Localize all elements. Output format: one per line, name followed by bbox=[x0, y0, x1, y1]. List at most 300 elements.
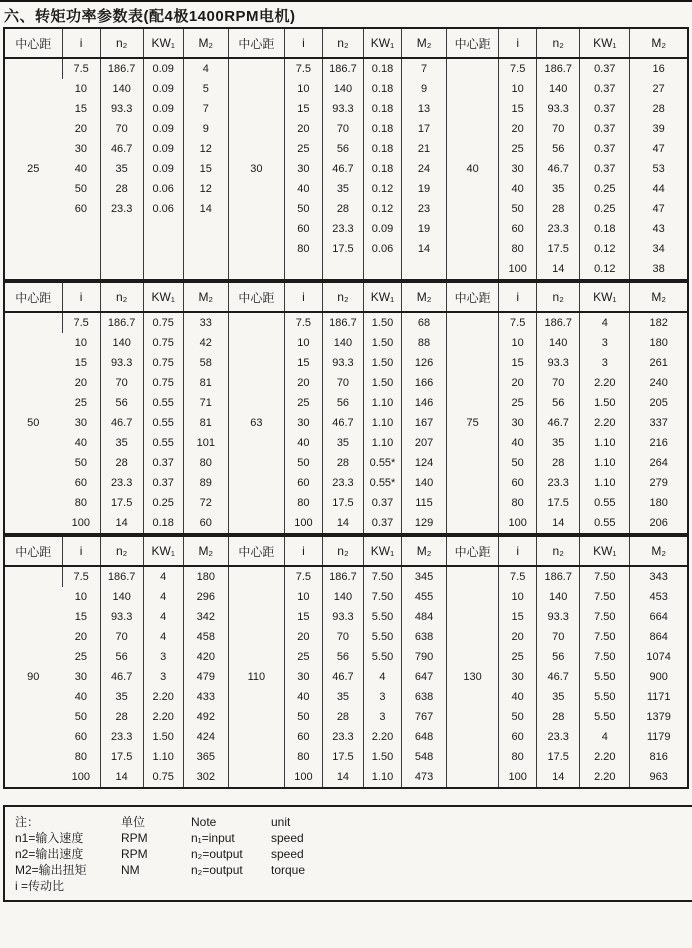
table-cell: 50 bbox=[499, 707, 537, 727]
table-cell: 100 bbox=[499, 767, 537, 788]
table-row bbox=[4, 627, 688, 647]
table-cell: 20 bbox=[284, 119, 322, 139]
table-cell: 140 bbox=[537, 79, 580, 99]
table-cell: 180 bbox=[630, 333, 688, 353]
table-cell: 648 bbox=[402, 727, 447, 747]
table-cell: 17.5 bbox=[100, 493, 143, 513]
table-cell: 167 bbox=[402, 413, 447, 433]
table-cell: 15 bbox=[74, 103, 87, 115]
table-cell: 17.5 bbox=[322, 493, 363, 513]
note-cell bbox=[271, 878, 692, 894]
table-cell: 0.12 bbox=[580, 239, 630, 259]
column-header-n2: n₂ bbox=[100, 28, 143, 58]
table-cell: 46.7 bbox=[100, 667, 143, 687]
table-cell: 35 bbox=[100, 433, 143, 453]
table-cell: 10 bbox=[284, 587, 322, 607]
table-cell: 93.3 bbox=[537, 99, 580, 119]
table-cell: 0.09 bbox=[143, 119, 183, 139]
table-cell: 50 bbox=[499, 453, 537, 473]
table-cell: 900 bbox=[630, 667, 688, 687]
parameter-table-block-2 bbox=[3, 281, 689, 535]
table-cell: 453 bbox=[630, 587, 688, 607]
table-row bbox=[4, 333, 688, 353]
table-row bbox=[4, 667, 688, 687]
table-cell: 1.50 bbox=[580, 393, 630, 413]
table-cell: 0.18 bbox=[363, 99, 401, 119]
table-cell: 0.37 bbox=[580, 159, 630, 179]
table-cell: 484 bbox=[402, 607, 447, 627]
table-cell: 5 bbox=[183, 79, 228, 99]
table-cell: 4 bbox=[580, 727, 630, 747]
column-header-i: i bbox=[499, 536, 537, 566]
table-cell: 10 bbox=[74, 591, 87, 603]
table-cell: 1.10 bbox=[363, 413, 401, 433]
column-header-center: 中心距 bbox=[4, 536, 62, 566]
table-cell: 14 bbox=[537, 767, 580, 788]
table-cell: 40 bbox=[499, 433, 537, 453]
table-cell: 180 bbox=[183, 566, 228, 587]
table-cell: 4 bbox=[143, 587, 183, 607]
table-cell: 20 bbox=[284, 627, 322, 647]
table-cell: 17.5 bbox=[322, 239, 363, 259]
table-cell: 20 bbox=[499, 119, 537, 139]
table-cell: 140 bbox=[537, 333, 580, 353]
table-cell: 15 bbox=[74, 357, 87, 369]
table-cell: 16 bbox=[630, 58, 688, 79]
table-cell bbox=[363, 259, 401, 280]
table-row bbox=[4, 433, 688, 453]
table-cell: 28 bbox=[537, 707, 580, 727]
column-header-n2: n₂ bbox=[537, 28, 580, 58]
table-cell: 14 bbox=[537, 513, 580, 534]
table-cell: 35 bbox=[100, 159, 143, 179]
table-cell: 35 bbox=[322, 179, 363, 199]
note-cell: 单位 bbox=[121, 815, 146, 829]
table-cell: 0.37 bbox=[143, 453, 183, 473]
table-cell: 790 bbox=[402, 647, 447, 667]
table-cell: 205 bbox=[630, 393, 688, 413]
note-cell: torque bbox=[271, 863, 306, 877]
table-cell: 7.5 bbox=[499, 58, 537, 79]
table-cell: 1.50 bbox=[363, 747, 401, 767]
table-cell bbox=[183, 259, 228, 280]
table-cell: 28 bbox=[630, 99, 688, 119]
center-distance-value: 75 bbox=[447, 312, 499, 534]
table-cell: 56 bbox=[322, 139, 363, 159]
table-cell: 70 bbox=[537, 119, 580, 139]
table-cell: 30 bbox=[284, 159, 322, 179]
table-cell: 93.3 bbox=[322, 353, 363, 373]
table-cell: 5.50 bbox=[363, 647, 401, 667]
column-header-center: 中心距 bbox=[228, 282, 284, 312]
table-cell: 89 bbox=[183, 473, 228, 493]
table-row bbox=[4, 587, 688, 607]
table-cell: 81 bbox=[183, 413, 228, 433]
table-cell: 15 bbox=[183, 159, 228, 179]
table-cell: 1.50 bbox=[363, 312, 401, 333]
table-row bbox=[4, 353, 688, 373]
table-cell: 100 bbox=[499, 513, 537, 534]
table-cell: 46.7 bbox=[537, 413, 580, 433]
table-cell bbox=[62, 239, 100, 259]
table-cell: 5.50 bbox=[580, 687, 630, 707]
table-cell: 7.5 bbox=[284, 566, 322, 587]
table-cell: 35 bbox=[537, 179, 580, 199]
table-row bbox=[4, 393, 688, 413]
table-cell: 20 bbox=[74, 123, 87, 135]
table-cell: 25 bbox=[74, 651, 87, 663]
table-cell: 100 bbox=[71, 771, 91, 783]
table-cell: 140 bbox=[322, 587, 363, 607]
note-cell: RPM bbox=[121, 847, 148, 861]
note-cell: n₂=output bbox=[191, 863, 243, 877]
table-row bbox=[4, 99, 688, 119]
table-cell: 864 bbox=[630, 627, 688, 647]
table-cell bbox=[183, 219, 228, 239]
table-cell: 56 bbox=[100, 393, 143, 413]
table-cell: 240 bbox=[630, 373, 688, 393]
table-row bbox=[4, 727, 688, 747]
table-cell: 19 bbox=[402, 219, 447, 239]
column-header-m2: M₂ bbox=[630, 28, 688, 58]
table-cell: 0.55* bbox=[363, 453, 401, 473]
table-cell: 60 bbox=[284, 727, 322, 747]
table-cell: 0.06 bbox=[143, 179, 183, 199]
table-row bbox=[4, 139, 688, 159]
table-cell: 56 bbox=[537, 393, 580, 413]
table-cell bbox=[143, 259, 183, 280]
note-cell: speed bbox=[271, 847, 304, 861]
table-cell bbox=[62, 219, 100, 239]
table-cell: 186.7 bbox=[100, 58, 143, 79]
table-cell bbox=[183, 239, 228, 259]
table-cell: 50 bbox=[74, 457, 87, 469]
table-cell: 0.06 bbox=[363, 239, 401, 259]
table-cell: 1.50 bbox=[363, 373, 401, 393]
table-cell: 10 bbox=[74, 83, 87, 95]
table-cell: 0.37 bbox=[580, 58, 630, 79]
notes-box bbox=[3, 805, 692, 902]
table-cell: 433 bbox=[183, 687, 228, 707]
table-row bbox=[4, 219, 688, 239]
table-cell: 5.50 bbox=[363, 607, 401, 627]
table-row bbox=[4, 179, 688, 199]
table-cell: 207 bbox=[402, 433, 447, 453]
table-cell: 0.75 bbox=[143, 767, 183, 788]
table-cell: 14 bbox=[183, 199, 228, 219]
table-cell: 35 bbox=[100, 687, 143, 707]
table-cell: 186.7 bbox=[322, 312, 363, 333]
table-cell: 0.09 bbox=[143, 139, 183, 159]
table-cell: 38 bbox=[630, 259, 688, 280]
table-cell: 124 bbox=[402, 453, 447, 473]
table-cell: 12 bbox=[183, 179, 228, 199]
table-cell: 24 bbox=[402, 159, 447, 179]
column-header-n2: n₂ bbox=[537, 282, 580, 312]
table-cell: 186.7 bbox=[537, 58, 580, 79]
table-cell: 28 bbox=[322, 453, 363, 473]
table-cell: 186.7 bbox=[100, 312, 143, 333]
table-cell: 23.3 bbox=[537, 219, 580, 239]
column-header-kw1: KW₁ bbox=[363, 536, 401, 566]
column-header-m2: M₂ bbox=[402, 28, 447, 58]
table-cell: 186.7 bbox=[100, 566, 143, 587]
table-cell: 2.20 bbox=[580, 373, 630, 393]
table-cell: 5.50 bbox=[580, 667, 630, 687]
column-header-center: 中心距 bbox=[447, 536, 499, 566]
table-cell: 25 bbox=[499, 393, 537, 413]
table-cell: 0.55 bbox=[143, 393, 183, 413]
table-cell: 14 bbox=[322, 513, 363, 534]
table-cell: 14 bbox=[322, 767, 363, 788]
table-cell: 15 bbox=[499, 353, 537, 373]
table-cell: 33 bbox=[183, 312, 228, 333]
table-cell: 0.09 bbox=[143, 58, 183, 79]
table-row bbox=[4, 259, 688, 280]
table-cell: 7.5 bbox=[62, 566, 100, 587]
table-cell: 140 bbox=[100, 333, 143, 353]
table-cell: 1.10 bbox=[580, 453, 630, 473]
table-cell: 420 bbox=[183, 647, 228, 667]
table-cell: 28 bbox=[322, 707, 363, 727]
table-cell: 12 bbox=[183, 139, 228, 159]
table-row bbox=[4, 493, 688, 513]
table-cell: 35 bbox=[537, 687, 580, 707]
table-cell: 264 bbox=[630, 453, 688, 473]
table-cell: 0.55 bbox=[580, 493, 630, 513]
table-cell: 186.7 bbox=[537, 566, 580, 587]
page-title: 六、转矩功率参数表(配4极1400RPM电机) bbox=[4, 8, 296, 25]
table-cell: 7.5 bbox=[499, 566, 537, 587]
table-cell: 10 bbox=[499, 587, 537, 607]
table-row bbox=[4, 513, 688, 534]
column-header-center: 中心距 bbox=[228, 28, 284, 58]
table-cell: 458 bbox=[183, 627, 228, 647]
table-cell: 80 bbox=[74, 751, 87, 763]
table-cell: 7 bbox=[183, 99, 228, 119]
table-cell: 7.5 bbox=[284, 58, 322, 79]
table-cell: 68 bbox=[402, 312, 447, 333]
table-cell: 25 bbox=[74, 397, 87, 409]
table-cell: 7.5 bbox=[284, 312, 322, 333]
table-cell: 548 bbox=[402, 747, 447, 767]
column-header-center: 中心距 bbox=[4, 282, 62, 312]
table-cell: 40 bbox=[499, 687, 537, 707]
table-cell: 129 bbox=[402, 513, 447, 534]
table-cell: 50 bbox=[499, 199, 537, 219]
column-header-kw1: KW₁ bbox=[580, 28, 630, 58]
table-cell: 10 bbox=[499, 79, 537, 99]
column-header-i: i bbox=[62, 28, 100, 58]
table-row bbox=[4, 312, 688, 333]
table-cell: 25 bbox=[284, 139, 322, 159]
table-cell: 664 bbox=[630, 607, 688, 627]
table-cell: 56 bbox=[322, 393, 363, 413]
note-cell: n1=输入速度 bbox=[15, 831, 84, 845]
table-cell: 7.50 bbox=[580, 627, 630, 647]
table-cell bbox=[62, 259, 100, 280]
table-cell: 70 bbox=[322, 627, 363, 647]
table-cell: 23.3 bbox=[322, 473, 363, 493]
note-cell: 注： bbox=[15, 815, 40, 829]
table-row bbox=[4, 707, 688, 727]
table-cell: 40 bbox=[284, 179, 322, 199]
table-cell: 342 bbox=[183, 607, 228, 627]
table-cell: 7.50 bbox=[580, 607, 630, 627]
table-cell: 0.18 bbox=[363, 159, 401, 179]
note-row bbox=[15, 814, 692, 830]
table-cell: 4 bbox=[183, 58, 228, 79]
table-cell: 0.12 bbox=[363, 179, 401, 199]
column-header-n2: n₂ bbox=[322, 282, 363, 312]
note-cell bbox=[191, 878, 271, 894]
table-cell: 7.50 bbox=[363, 587, 401, 607]
column-header-kw1: KW₁ bbox=[143, 28, 183, 58]
table-cell: 345 bbox=[402, 566, 447, 587]
table-cell: 80 bbox=[499, 493, 537, 513]
note-cell: Note bbox=[191, 815, 217, 829]
column-header-kw1: KW₁ bbox=[143, 282, 183, 312]
center-distance-value: 110 bbox=[228, 566, 284, 788]
table-cell: 23.3 bbox=[322, 727, 363, 747]
table-cell: 186.7 bbox=[322, 566, 363, 587]
table-cell: 0.18 bbox=[363, 58, 401, 79]
table-cell: 23 bbox=[402, 199, 447, 219]
table-cell: 46.7 bbox=[100, 413, 143, 433]
column-header-kw1: KW₁ bbox=[580, 536, 630, 566]
table-cell: 7.50 bbox=[580, 566, 630, 587]
table-cell: 15 bbox=[74, 611, 87, 623]
table-cell: 492 bbox=[183, 707, 228, 727]
column-header-n2: n₂ bbox=[100, 536, 143, 566]
header-row bbox=[4, 282, 688, 312]
table-cell: 4 bbox=[580, 312, 630, 333]
table-cell: 15 bbox=[284, 99, 322, 119]
table-cell: 7.50 bbox=[580, 647, 630, 667]
table-cell: 0.12 bbox=[580, 259, 630, 280]
table-cell: 115 bbox=[402, 493, 447, 513]
table-cell: 15 bbox=[499, 99, 537, 119]
table-cell: 0.37 bbox=[363, 513, 401, 534]
table-cell: 14 bbox=[537, 259, 580, 280]
table-cell: 20 bbox=[284, 373, 322, 393]
table-cell: 47 bbox=[630, 199, 688, 219]
table-row bbox=[4, 647, 688, 667]
table-cell: 80 bbox=[284, 239, 322, 259]
column-header-m2: M₂ bbox=[402, 536, 447, 566]
table-cell: 93.3 bbox=[537, 353, 580, 373]
table-cell: 23.3 bbox=[100, 727, 143, 747]
table-cell: 58 bbox=[183, 353, 228, 373]
table-cell: 28 bbox=[322, 199, 363, 219]
table-cell: 30 bbox=[499, 667, 537, 687]
table-cell: 100 bbox=[499, 259, 537, 280]
column-header-n2: n₂ bbox=[100, 282, 143, 312]
column-header-i: i bbox=[62, 536, 100, 566]
table-cell: 0.25 bbox=[580, 199, 630, 219]
table-cell: 0.18 bbox=[363, 119, 401, 139]
table-cell: 25 bbox=[499, 139, 537, 159]
table-cell: 40 bbox=[284, 433, 322, 453]
note-row bbox=[15, 862, 692, 878]
table-cell: 70 bbox=[322, 373, 363, 393]
table-cell: 3 bbox=[580, 353, 630, 373]
table-row bbox=[4, 767, 688, 788]
table-cell: 93.3 bbox=[100, 99, 143, 119]
top-rule bbox=[0, 0, 692, 2]
table-cell: 101 bbox=[183, 433, 228, 453]
table-row bbox=[4, 453, 688, 473]
note-cell: unit bbox=[271, 815, 291, 829]
table-cell bbox=[402, 259, 447, 280]
table-cell: 7 bbox=[402, 58, 447, 79]
table-cell: 43 bbox=[630, 219, 688, 239]
table-cell: 13 bbox=[402, 99, 447, 119]
table-cell: 60 bbox=[183, 513, 228, 534]
table-cell: 56 bbox=[537, 647, 580, 667]
table-cell: 0.06 bbox=[143, 199, 183, 219]
table-cell: 638 bbox=[402, 627, 447, 647]
table-cell: 93.3 bbox=[100, 607, 143, 627]
table-cell: 50 bbox=[284, 453, 322, 473]
column-header-kw1: KW₁ bbox=[143, 536, 183, 566]
table-cell: 638 bbox=[402, 687, 447, 707]
table-row bbox=[4, 373, 688, 393]
table-cell: 0.37 bbox=[580, 119, 630, 139]
table-cell: 40 bbox=[74, 437, 87, 449]
table-cell: 0.75 bbox=[143, 373, 183, 393]
table-row bbox=[4, 413, 688, 433]
table-cell: 17.5 bbox=[537, 493, 580, 513]
note-row bbox=[15, 878, 692, 894]
note-cell: n₂=output bbox=[191, 847, 243, 861]
column-header-i: i bbox=[284, 282, 322, 312]
table-cell: 7.5 bbox=[499, 312, 537, 333]
table-cell: 0.55 bbox=[143, 433, 183, 453]
table-cell: 0.55* bbox=[363, 473, 401, 493]
table-cell: 25 bbox=[284, 393, 322, 413]
table-cell: 35 bbox=[322, 433, 363, 453]
table-cell: 60 bbox=[74, 203, 87, 215]
table-cell: 46.7 bbox=[322, 159, 363, 179]
table-cell: 1.50 bbox=[363, 333, 401, 353]
table-cell: 93.3 bbox=[322, 99, 363, 119]
table-cell: 166 bbox=[402, 373, 447, 393]
table-cell: 2.20 bbox=[143, 687, 183, 707]
table-cell: 3 bbox=[143, 647, 183, 667]
table-cell: 80 bbox=[183, 453, 228, 473]
table-cell: 20 bbox=[499, 627, 537, 647]
table-cell: 365 bbox=[183, 747, 228, 767]
table-cell: 0.75 bbox=[143, 333, 183, 353]
table-cell: 337 bbox=[630, 413, 688, 433]
column-header-m2: M₂ bbox=[183, 282, 228, 312]
center-distance-value: 25 bbox=[27, 163, 40, 175]
table-cell: 15 bbox=[284, 353, 322, 373]
table-cell: 3 bbox=[143, 667, 183, 687]
table-cell: 0.18 bbox=[363, 79, 401, 99]
table-cell: 88 bbox=[402, 333, 447, 353]
table-cell: 0.18 bbox=[580, 219, 630, 239]
table-cell: 7.50 bbox=[580, 587, 630, 607]
table-cell: 14 bbox=[100, 767, 143, 788]
parameter-table-block-1 bbox=[3, 27, 689, 281]
table-cell: 4 bbox=[143, 607, 183, 627]
table-cell: 20 bbox=[499, 373, 537, 393]
table-cell: 23.3 bbox=[537, 727, 580, 747]
table-cell: 186.7 bbox=[537, 312, 580, 333]
column-header-n2: n₂ bbox=[537, 536, 580, 566]
